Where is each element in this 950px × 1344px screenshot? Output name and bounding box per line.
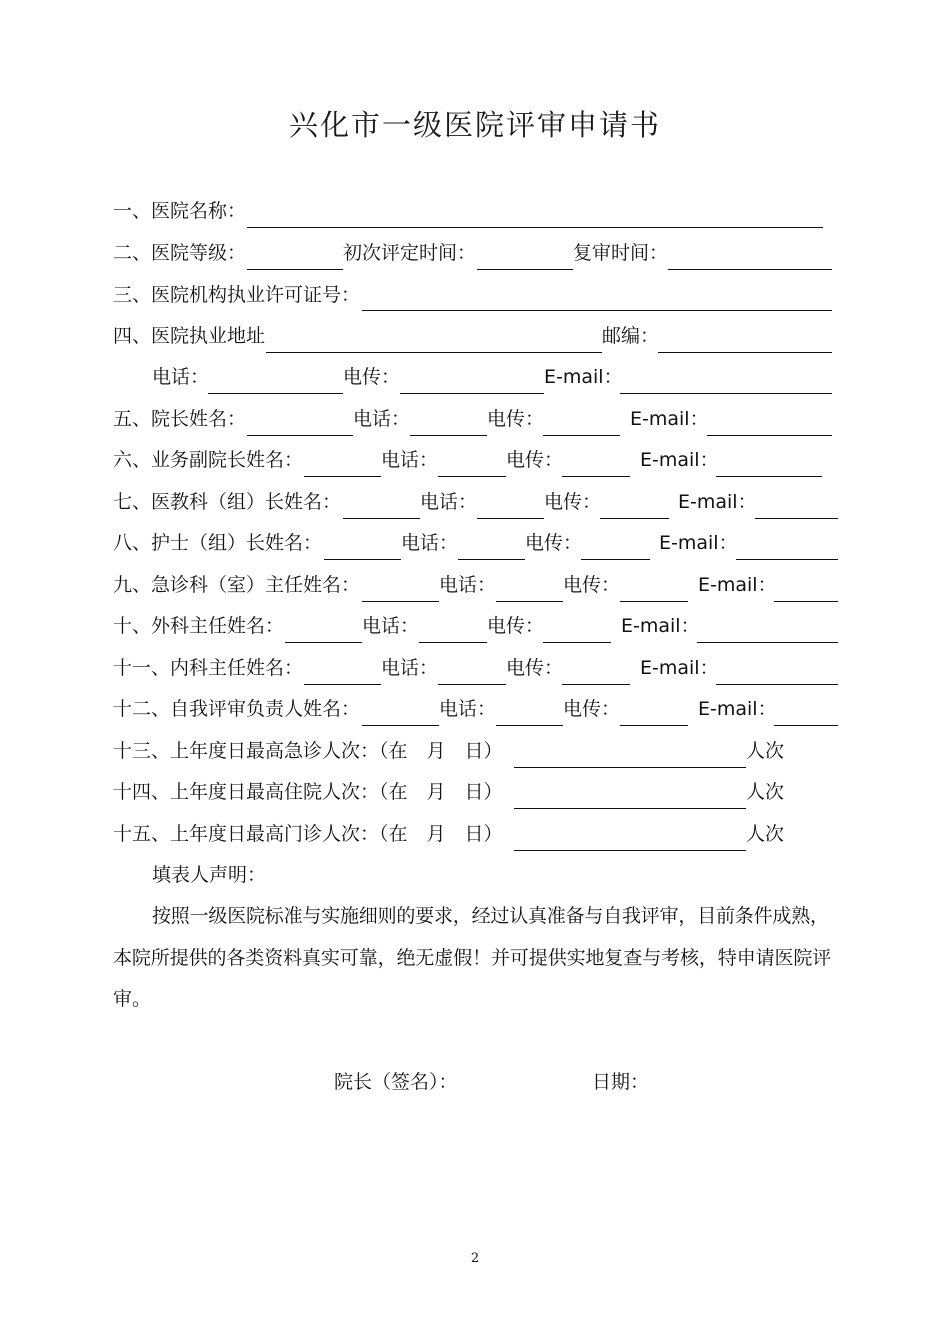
surgery-head-field[interactable] xyxy=(285,642,362,643)
self-review-email-field[interactable] xyxy=(774,725,838,726)
internal-medicine-fax-field[interactable] xyxy=(562,684,630,685)
internal-medicine-email-field[interactable] xyxy=(716,684,838,685)
nursing-head-label: 八、护士（组）长姓名： xyxy=(113,532,323,554)
max-outpatient-visits-unit: 人次 xyxy=(746,823,785,845)
director-signature-label: 院长（签名）： xyxy=(334,1071,458,1093)
address-label: 四、医院执业地址 xyxy=(113,325,266,347)
re-review-date-field[interactable] xyxy=(668,269,832,270)
nursing-phone-field[interactable] xyxy=(458,559,525,560)
surgery-phone-label: 电话： xyxy=(362,615,420,637)
director-phone-label: 电话： xyxy=(353,408,411,430)
self-review-email-label: E-mail： xyxy=(698,698,777,720)
nursing-email-field[interactable] xyxy=(736,559,838,560)
director-phone-field[interactable] xyxy=(410,435,487,436)
medical-affairs-phone-label: 电话： xyxy=(420,491,478,513)
max-inpatient-visits-unit: 人次 xyxy=(746,781,785,803)
surgery-email-label: E-mail： xyxy=(621,615,700,637)
emergency-head-field[interactable] xyxy=(362,601,439,602)
internal-medicine-phone-field[interactable] xyxy=(438,684,506,685)
emergency-head-label: 九、急诊科（室）主任姓名： xyxy=(113,574,361,596)
internal-medicine-head-field[interactable] xyxy=(304,684,381,685)
vice-director-name-label: 六、业务副院长姓名： xyxy=(113,449,304,471)
self-review-phone-field[interactable] xyxy=(496,725,563,726)
hospital-fax-field[interactable] xyxy=(400,393,544,394)
director-name-label: 五、院长姓名： xyxy=(113,408,247,430)
vice-director-email-field[interactable] xyxy=(716,476,822,477)
hospital-email-field[interactable] xyxy=(620,393,832,394)
hospital-grade-field[interactable] xyxy=(247,269,343,270)
first-review-date-field[interactable] xyxy=(477,269,573,270)
vice-director-fax-field[interactable] xyxy=(562,476,630,477)
internal-medicine-phone-label: 电话： xyxy=(381,657,439,679)
vice-director-name-field[interactable] xyxy=(304,476,381,477)
medical-affairs-email-label: E-mail： xyxy=(678,491,757,513)
emergency-email-field[interactable] xyxy=(774,601,838,602)
emergency-phone-field[interactable] xyxy=(496,601,563,602)
vice-director-fax-label: 电传： xyxy=(506,449,564,471)
self-review-lead-field[interactable] xyxy=(362,725,439,726)
surgery-head-label: 十、外科主任姓名： xyxy=(113,615,285,637)
self-review-lead-label: 十二、自我评审负责人姓名： xyxy=(113,698,361,720)
self-review-phone-label: 电话： xyxy=(439,698,497,720)
declaration-line-3: 审。 xyxy=(113,988,152,1010)
license-number-label: 三、医院机构执业许可证号： xyxy=(113,284,361,306)
emergency-fax-field[interactable] xyxy=(620,601,688,602)
max-emergency-visits-field[interactable] xyxy=(514,767,746,768)
nursing-head-field[interactable] xyxy=(324,559,401,560)
self-review-fax-field[interactable] xyxy=(620,725,688,726)
vice-director-phone-field[interactable] xyxy=(438,476,506,477)
nursing-email-label: E-mail： xyxy=(659,532,738,554)
max-inpatient-visits-label: 十四、上年度日最高住院人次：（在 月 日） xyxy=(113,781,503,803)
vice-director-phone-label: 电话： xyxy=(381,449,439,471)
license-number-field[interactable] xyxy=(362,310,832,311)
hospital-name-field[interactable] xyxy=(247,227,823,228)
medical-affairs-head-field[interactable] xyxy=(343,518,420,519)
max-inpatient-visits-field[interactable] xyxy=(514,808,746,809)
medical-affairs-fax-label: 电传： xyxy=(544,491,602,513)
emergency-fax-label: 电传： xyxy=(563,574,621,596)
medical-affairs-head-label: 七、医教科（组）长姓名： xyxy=(113,491,342,513)
emergency-email-label: E-mail： xyxy=(698,574,777,596)
re-review-date-label: 复审时间： xyxy=(573,242,669,264)
internal-medicine-head-label: 十一、内科主任姓名： xyxy=(113,657,304,679)
page-number: 2 xyxy=(470,1251,480,1266)
vice-director-email-label: E-mail： xyxy=(640,449,719,471)
hospital-phone-field[interactable] xyxy=(208,393,343,394)
director-fax-label: 电传： xyxy=(487,408,545,430)
internal-medicine-fax-label: 电传： xyxy=(506,657,564,679)
internal-medicine-email-label: E-mail： xyxy=(640,657,719,679)
director-email-field[interactable] xyxy=(707,435,832,436)
medical-affairs-fax-field[interactable] xyxy=(600,518,669,519)
declaration-line-1: 按照一级医院标准与实施细则的要求，经过认真准备与自我评审，目前条件成熟， xyxy=(152,905,829,927)
hospital-phone-label: 电话： xyxy=(152,366,210,388)
max-emergency-visits-label: 十三、上年度日最高急诊人次：（在 月 日） xyxy=(113,740,503,762)
postcode-field[interactable] xyxy=(658,352,832,353)
director-fax-field[interactable] xyxy=(543,435,620,436)
director-name-field[interactable] xyxy=(247,435,353,436)
surgery-fax-label: 电传： xyxy=(487,615,545,637)
max-emergency-visits-unit: 人次 xyxy=(746,740,785,762)
signature-date-label: 日期： xyxy=(592,1071,650,1093)
max-outpatient-visits-field[interactable] xyxy=(514,850,746,851)
nursing-fax-field[interactable] xyxy=(581,559,650,560)
medical-affairs-phone-field[interactable] xyxy=(477,518,544,519)
nursing-fax-label: 电传： xyxy=(525,532,583,554)
surgery-fax-field[interactable] xyxy=(543,642,611,643)
postcode-label: 邮编： xyxy=(602,325,660,347)
declaration-line-2: 本院所提供的各类资料真实可靠，绝无虚假！并可提供实地复查与考核，特申请医院评 xyxy=(113,947,832,969)
hospital-fax-label: 电传： xyxy=(343,366,401,388)
director-email-label: E-mail： xyxy=(630,408,709,430)
first-review-date-label: 初次评定时间： xyxy=(343,242,477,264)
hospital-email-label: E-mail： xyxy=(544,366,623,388)
nursing-phone-label: 电话： xyxy=(401,532,459,554)
surgery-email-field[interactable] xyxy=(697,642,838,643)
surgery-phone-field[interactable] xyxy=(419,642,487,643)
self-review-fax-label: 电传： xyxy=(563,698,621,720)
declaration-heading: 填表人声明： xyxy=(152,864,267,886)
hospital-grade-label: 二、医院等级： xyxy=(113,242,247,264)
hospital-name-label: 一、医院名称： xyxy=(113,200,247,222)
medical-affairs-email-field[interactable] xyxy=(755,518,838,519)
emergency-phone-label: 电话： xyxy=(439,574,497,596)
address-field[interactable] xyxy=(266,352,602,353)
max-outpatient-visits-label: 十五、上年度日最高门诊人次：（在 月 日） xyxy=(113,823,503,845)
document-title: 兴化市一级医院评审申请书 xyxy=(288,108,661,142)
